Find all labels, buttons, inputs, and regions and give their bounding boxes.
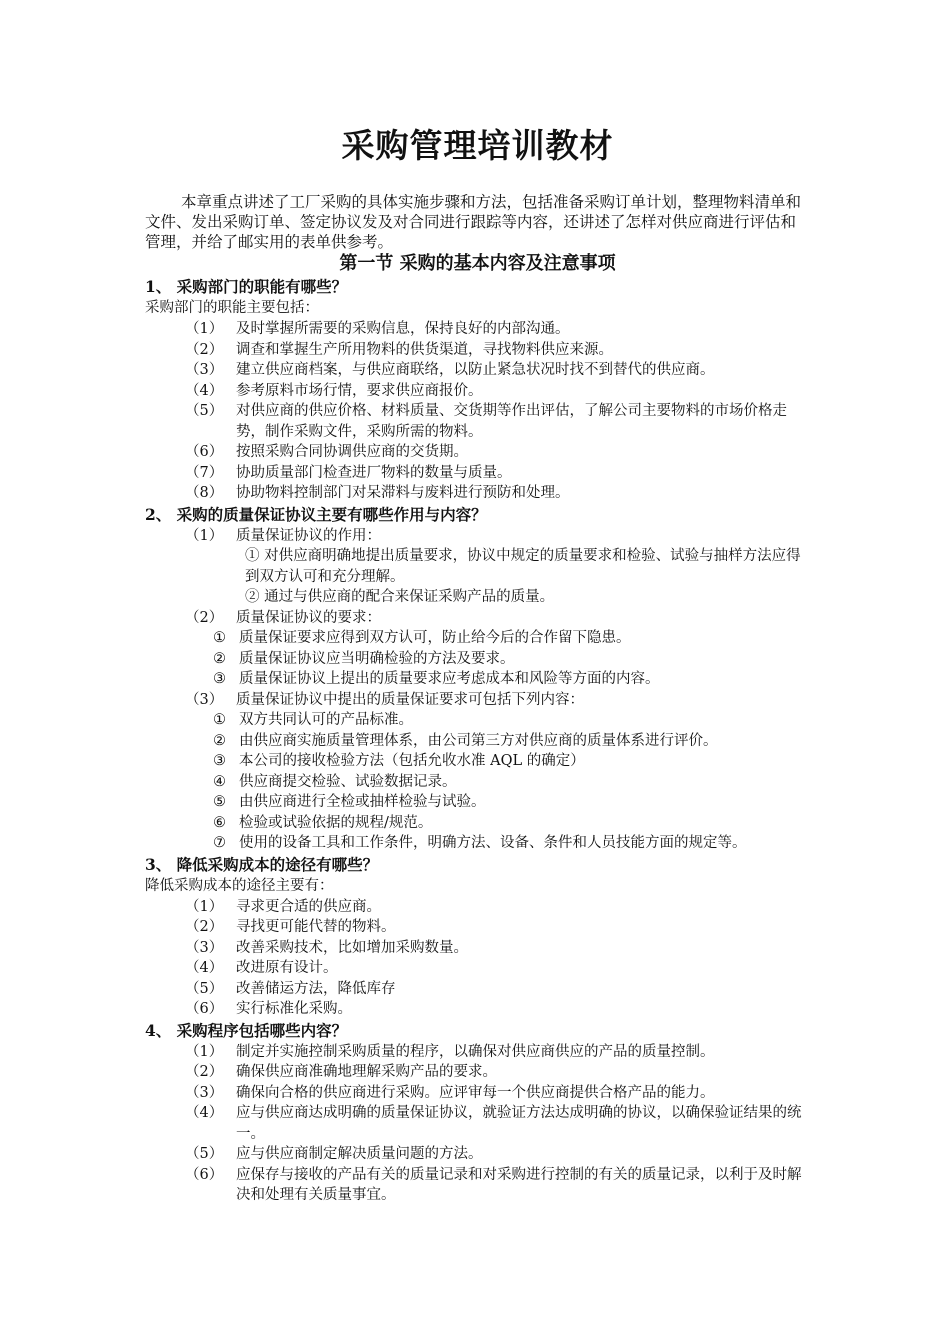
item-number: （4） bbox=[185, 960, 224, 976]
item-number: ⑦ bbox=[213, 835, 226, 851]
item-text: 对供应商的供应价格、材料质量、交货期等作出评估，了解公司主要物料的市场价格走势，制作采购文件，采购所需的物料。 bbox=[236, 403, 787, 440]
item-number: （2） bbox=[185, 919, 224, 935]
item-number: （3） bbox=[185, 691, 224, 708]
item-number: （6） bbox=[185, 1001, 224, 1017]
item-text: 质量保证协议的要求： bbox=[236, 609, 381, 626]
list-item bbox=[145, 897, 810, 918]
item-text: 改进原有设计。 bbox=[236, 960, 338, 976]
list-item bbox=[145, 710, 810, 731]
list-item bbox=[145, 483, 810, 504]
item-text: 确保向合格的供应商进行采购。应评审每一个供应商提供合格产品的能力。 bbox=[236, 1084, 715, 1101]
item-number: （5） bbox=[185, 1146, 224, 1162]
question-4-heading: 4、 采购程序包括哪些内容？ bbox=[145, 1020, 348, 1040]
item-text: 协助物料控制部门对呆滞料与废料进行预防和处理。 bbox=[236, 485, 570, 501]
item-text: 实行标准化采购。 bbox=[236, 1001, 352, 1017]
question-2-heading: 2、 采购的质量保证协议主要有哪些作用与内容？ bbox=[145, 504, 487, 524]
question-1-heading: 1、 采购部门的职能有哪些？ bbox=[145, 277, 348, 296]
section-title: 第一节 采购的基本内容及注意事项 bbox=[339, 253, 616, 274]
item-number: （5） bbox=[185, 403, 224, 419]
item-number: ④ bbox=[213, 773, 226, 790]
item-text: 寻找更可能代替的物料。 bbox=[236, 919, 396, 935]
document-title: 采购管理培训教材 bbox=[341, 126, 614, 165]
list-item bbox=[145, 608, 810, 629]
list-item bbox=[145, 792, 810, 813]
item-text: 质量保证协议应当明确检验的方法及要求。 bbox=[239, 650, 515, 667]
item-text: 应与供应商达成明确的质量保证协议，就验证方法达成明确的协议，以确保验证结果的统一。 bbox=[236, 1105, 802, 1142]
item-number: （2） bbox=[185, 609, 224, 626]
question-1-lead: 采购部门的职能主要包括： bbox=[145, 300, 319, 316]
list-item bbox=[145, 669, 810, 690]
item-number: （1） bbox=[185, 898, 224, 915]
list-item bbox=[145, 1103, 810, 1144]
item-number: （3） bbox=[185, 939, 224, 956]
item-text: 协助质量部门检查进厂物料的数量与质量。 bbox=[236, 464, 512, 481]
question-3-lead: 降低采购成本的途径主要有： bbox=[145, 877, 334, 894]
list-item bbox=[145, 772, 810, 793]
item-number: ② bbox=[213, 732, 226, 749]
item-number: （2） bbox=[185, 341, 224, 358]
requirement-list bbox=[145, 628, 810, 690]
item-number: （7） bbox=[185, 464, 224, 481]
list-item bbox=[145, 690, 810, 711]
item-number: （5） bbox=[185, 980, 224, 997]
item-text: 应保存与接收的产品有关的质量记录和对采购进行控制的有关的质量记录，以利于及时解决和处理有关质量事宜。 bbox=[236, 1166, 802, 1203]
question-4-list bbox=[145, 1042, 810, 1206]
list-item bbox=[145, 979, 810, 1000]
item-text: 检验或试验依据的规程/规范。 bbox=[239, 814, 433, 831]
item-text: 应与供应商制定解决质量问题的方法。 bbox=[236, 1146, 483, 1162]
item-number: ③ bbox=[213, 671, 226, 687]
list-item bbox=[145, 340, 810, 361]
list-item bbox=[145, 833, 810, 854]
list-item bbox=[145, 938, 810, 959]
item-number: （4） bbox=[185, 382, 224, 399]
intro-paragraph: 本章重点讲述了工厂采购的具体实施步骤和方法，包括准备采购订单计划，整理物料清单和文件、发出采购订单、签定协议发及对合同进行跟踪等内容，还讲述了怎样对供应商进行评估和管理，并给了邮实用的表单供参考。 bbox=[145, 193, 802, 251]
list-item bbox=[145, 1042, 810, 1063]
list-item bbox=[145, 628, 810, 649]
list-item bbox=[145, 1165, 810, 1206]
item-text: 使用的设备工具和工作条件，明确方法、设备、条件和人员技能方面的规定等。 bbox=[239, 835, 747, 851]
list-item bbox=[145, 731, 810, 752]
content-list bbox=[145, 710, 810, 854]
list-item bbox=[145, 751, 810, 772]
item-text: 寻求更合适的供应商。 bbox=[236, 898, 381, 915]
item-number: （4） bbox=[185, 1105, 224, 1121]
list-item bbox=[145, 526, 810, 547]
document-page bbox=[145, 120, 810, 1206]
item-text: 按照采购合同协调供应商的交货期。 bbox=[236, 444, 468, 460]
list-item bbox=[145, 917, 810, 938]
item-number: ⑤ bbox=[213, 794, 226, 810]
list-item bbox=[145, 1062, 810, 1083]
item-number: ⑥ bbox=[213, 814, 226, 831]
item-number: （8） bbox=[185, 485, 224, 501]
item-text: 由供应商进行全检或抽样检验与试验。 bbox=[239, 794, 486, 810]
question-1-list bbox=[145, 319, 810, 504]
item-number: （1） bbox=[185, 527, 224, 544]
item-text: 双方共同认可的产品标准。 bbox=[239, 712, 413, 728]
item-text: 调查和掌握生产所用物料的供货渠道，寻找物料供应来源。 bbox=[236, 341, 613, 358]
item-text: 本公司的接收检验方法（包括允收水准 AQL 的确定） bbox=[239, 753, 585, 769]
item-number: ② bbox=[213, 650, 226, 667]
item-text: 改善采购技术，比如增加采购数量。 bbox=[236, 939, 468, 956]
item-text: 及时掌握所需要的采购信息，保持良好的内部沟通。 bbox=[236, 321, 570, 337]
list-item bbox=[145, 360, 810, 381]
item-text: 质量保证协议的作用： bbox=[236, 527, 381, 544]
item-number: （6） bbox=[185, 1166, 224, 1183]
question-3-heading: 3、 降低采购成本的途径有哪些？ bbox=[145, 854, 379, 874]
item-text: 建立供应商档案，与供应商联络，以防止紧急状况时找不到替代的供应商。 bbox=[236, 362, 715, 378]
list-item bbox=[145, 442, 810, 463]
item-text: 质量保证协议上提出的质量要求应考虑成本和风险等方面的内容。 bbox=[239, 671, 660, 687]
item-text: 改善储运方法，降低库存 bbox=[236, 980, 396, 997]
item-text: 质量保证协议中提出的质量保证要求可包括下列内容： bbox=[236, 691, 584, 708]
list-item bbox=[145, 999, 810, 1020]
item-text: 参考原料市场行情，要求供应商报价。 bbox=[236, 382, 483, 399]
item-text: 制定并实施控制采购质量的程序，以确保对供应商供应的产品的质量控制。 bbox=[236, 1043, 715, 1060]
item-number: （6） bbox=[185, 444, 224, 460]
list-item bbox=[145, 958, 810, 979]
item-number: （2） bbox=[185, 1064, 224, 1080]
item-text: 确保供应商准确地理解采购产品的要求。 bbox=[236, 1064, 497, 1080]
purpose-point: ② 通过与供应商的配合来保证采购产品的质量。 bbox=[245, 589, 555, 605]
item-text: 供应商提交检验、试验数据记录。 bbox=[239, 773, 457, 790]
list-item bbox=[145, 1083, 810, 1104]
item-number: （1） bbox=[185, 321, 224, 337]
item-text: 质量保证要求应得到双方认可，防止给今后的合作留下隐患。 bbox=[239, 630, 631, 646]
item-number: ① bbox=[213, 712, 226, 728]
list-item bbox=[145, 381, 810, 402]
item-number: ③ bbox=[213, 753, 226, 769]
list-item bbox=[145, 319, 810, 340]
item-number: ① bbox=[213, 630, 226, 646]
list-item bbox=[145, 463, 810, 484]
list-item bbox=[145, 401, 810, 442]
item-number: （3） bbox=[185, 1084, 224, 1101]
list-item bbox=[145, 813, 810, 834]
item-number: （1） bbox=[185, 1043, 224, 1060]
list-item bbox=[145, 649, 810, 670]
item-number: （3） bbox=[185, 362, 224, 378]
question-3-list bbox=[145, 897, 810, 1020]
purpose-point: ① 对供应商明确地提出质量要求，协议中规定的质量要求和检验、试验与抽样方法应得到双方认可和充分理解。 bbox=[245, 548, 801, 585]
list-item bbox=[145, 1144, 810, 1165]
item-text: 由供应商实施质量管理体系，由公司第三方对供应商的质量体系进行评价。 bbox=[239, 732, 718, 749]
